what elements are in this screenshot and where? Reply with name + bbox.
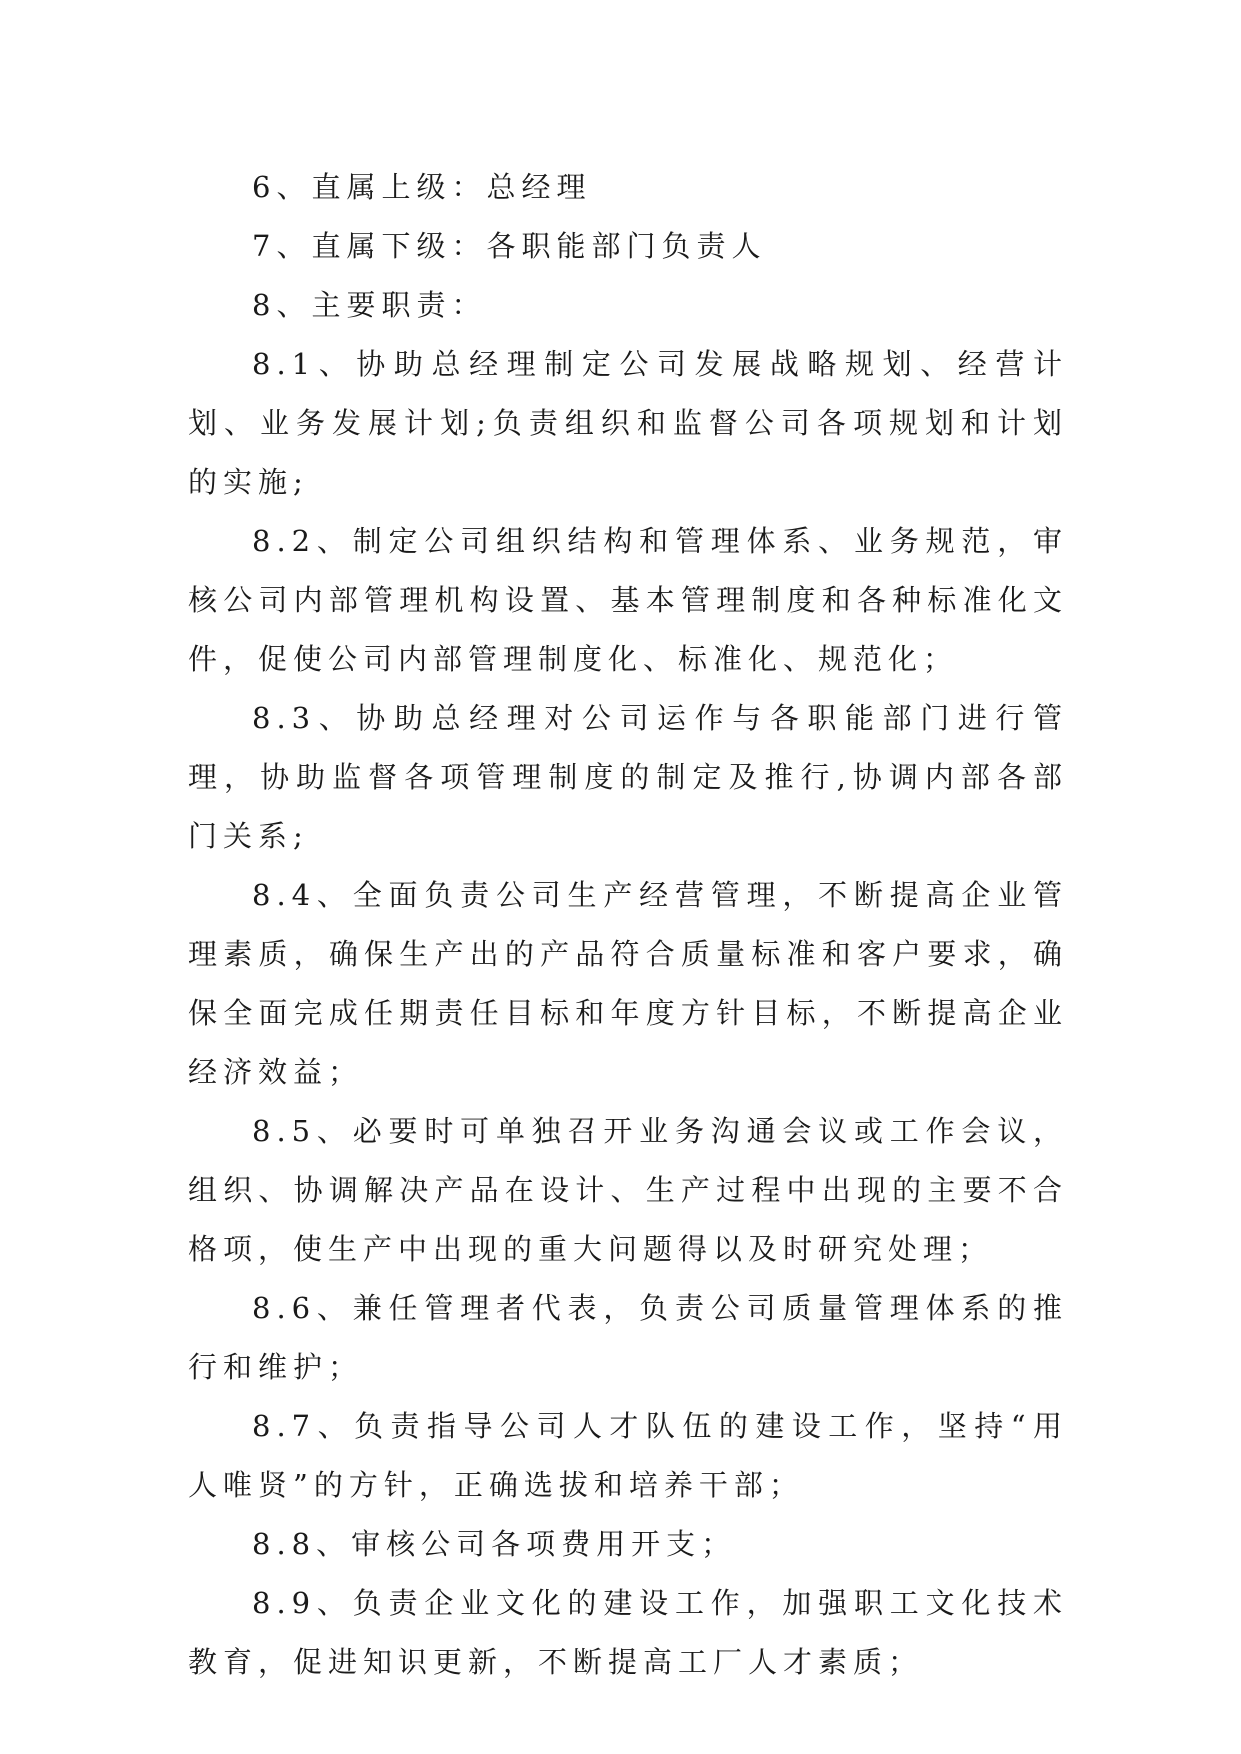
paragraph-duty-8-9: 8.9、负责企业文化的建设工作，加强职工文化技术教育，促进知识更新，不断提高工厂人才素质； — [188, 1586, 1068, 1679]
paragraph-duty-8-1: 8.1、协助总经理制定公司发展战略规划、经营计划、业务发展计划;负责组织和监督公司各项规划和计划的实施; — [188, 347, 1068, 499]
paragraph-duty-8-5: 8.5、必要时可单独召开业务沟通会议或工作会议，组织、协调解决产品在设计、生产过程中出现的主要不合格项，使生产中出现的重大问题得以及时研究处理； — [188, 1114, 1068, 1266]
paragraph-duty-8-2: 8.2、制定公司组织结构和管理体系、业务规范，审核公司内部管理机构设置、基本管理制度和各种标准化文件，促使公司内部管理制度化、标准化、规范化； — [188, 524, 1068, 676]
paragraph-main-duties-heading: 8、主要职责： — [252, 288, 487, 322]
paragraph-duty-8-8: 8.8、审核公司各项费用开支； — [252, 1527, 737, 1561]
document-body — [188, 158, 1068, 1692]
paragraph-direct-subordinates: 7、直属下级：各职能部门负责人 — [252, 229, 767, 263]
paragraph-duty-8-7: 8.7、负责指导公司人才队伍的建设工作，坚持“用人唯贤”的方针，正确选拔和培养干部； — [188, 1409, 1068, 1502]
paragraph-direct-superior: 6、直属上级：总经理 — [252, 170, 592, 204]
paragraph-duty-8-6: 8.6、兼任管理者代表，负责公司质量管理体系的推行和维护； — [188, 1291, 1068, 1384]
paragraph-duty-8-4: 8.4、全面负责公司生产经营管理，不断提高企业管理素质，确保生产出的产品符合质量标准和客户要求，确保全面完成任期责任目标和年度方针目标，不断提高企业经济效益； — [188, 878, 1068, 1089]
paragraph-duty-8-3: 8.3、协助总经理对公司运作与各职能部门进行管理，协助监督各项管理制度的制定及推行,协调内部各部门关系; — [188, 701, 1068, 853]
